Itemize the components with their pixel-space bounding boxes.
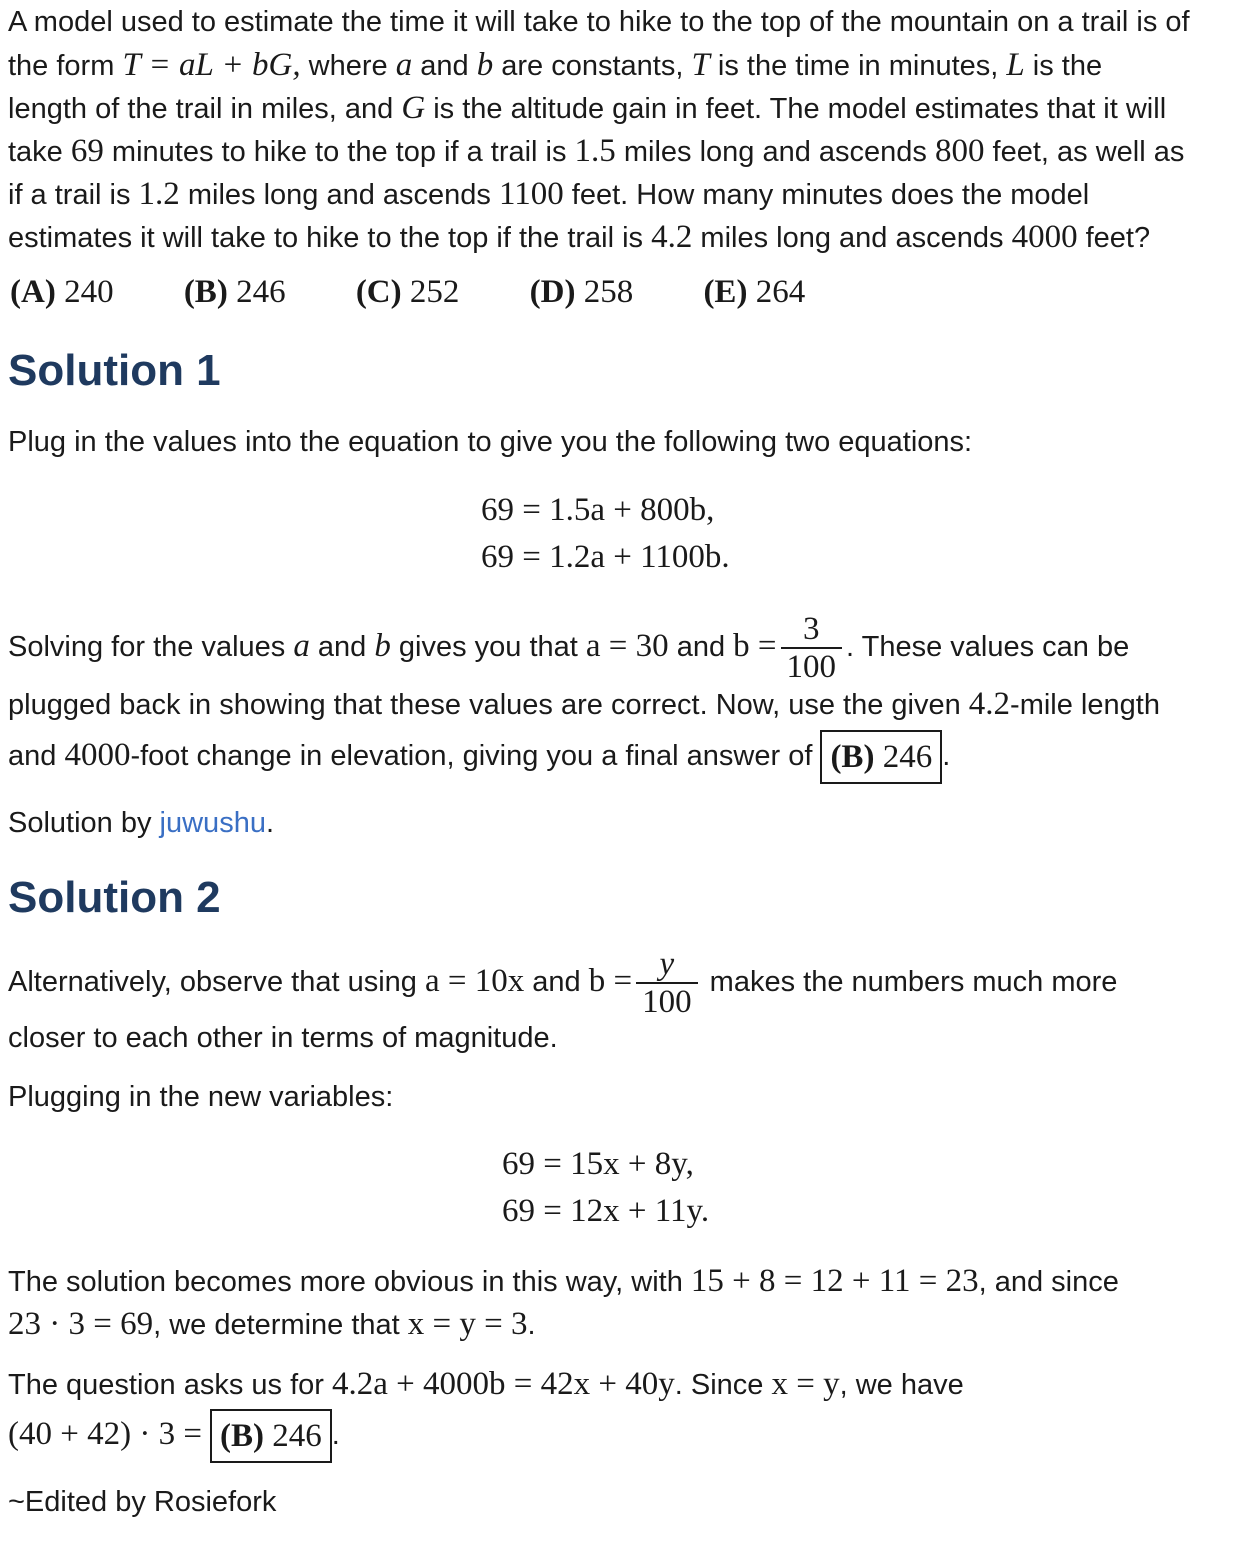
choice-b: (B) 246: [183, 274, 286, 310]
solution-2-heading: Solution 2: [8, 873, 221, 922]
solution-1-para-line-2: plugged back in showing that these values are correct. Now, use the given 4.2-mile length: [8, 686, 1160, 722]
solution-2-equation-2: 69 = 12x + 11y.: [502, 1193, 710, 1229]
solution-2-para-4: The question asks us for 4.2a + 4000b = 42x + 40y. Since x = y, we have: [8, 1366, 964, 1402]
problem-line-2: the form T = aL + bG, where a and b are constants, T is the time in minutes, L is the: [8, 47, 1103, 83]
problem-line-6: estimates it will take to hike to the top if the trail is 4.2 miles long and ascends 4000 feet?: [8, 219, 1151, 255]
solution-2-para-3: The solution becomes more obvious in this way, with 15 + 8 = 12 + 11 = 23, and since: [8, 1263, 1119, 1299]
solution-1-credit: Solution by juwushu.: [8, 807, 275, 839]
problem-line-5: if a trail is 1.2 miles long and ascends 1100 feet. How many minutes does the model: [8, 176, 1090, 212]
solution-2-para-1: Alternatively, observe that using a = 10x and b = $\frac{y}{100}$ makes the numbers much more: [8, 946, 1118, 1021]
answer-choices: [10, 274, 867, 311]
solution-1-equation-2: 69 = 1.2a + 1100b.: [481, 539, 730, 575]
fraction-y-over-100: $\frac{y}{100}$: [636, 946, 698, 1020]
solution-2-para-1-line-2: closer to each other in terms of magnitude.: [8, 1022, 558, 1054]
author-link-juwushu[interactable]: juwushu: [159, 807, 266, 839]
fraction-3-over-100: $\frac{3}{100}$: [781, 611, 843, 685]
solution-2-boxed-answer: (B) 246: [210, 1409, 332, 1463]
solution-1-boxed-answer: (B) 246: [820, 730, 942, 784]
choice-d: (D) 258: [529, 274, 634, 310]
solution-2-equation-1: 69 = 15x + 8y,: [502, 1146, 694, 1182]
solution-2-para-4-line-2: (40 + 42) · 3 = (B) 246 .: [8, 1406, 340, 1463]
solution-1-para-values: Solving for the values a and b gives you that a = 30 and b = $\frac{3}{100}$ . These values can be: [8, 611, 1130, 686]
solution-1-para-line-3: and 4000-foot change in elevation, giving you a final answer of (B) 246 .: [8, 727, 950, 784]
choice-c: (C) 252: [355, 274, 460, 310]
solution-1-intro: Plug in the values into the equation to give you the following two equations:: [8, 426, 973, 458]
choice-a: (A) 240: [10, 274, 114, 310]
solution-2-para-3-line-2: 23 · 3 = 69, we determine that x = y = 3.: [8, 1306, 536, 1342]
choice-e: (E) 264: [703, 274, 806, 310]
problem-line-1: A model used to estimate the time it will take to hike to the top of the mountain on a trail is of: [8, 6, 1190, 38]
solution-2-para-2: Plugging in the new variables:: [8, 1081, 394, 1113]
problem-line-4: take 69 minutes to hike to the top if a trail is 1.5 miles long and ascends 800 feet, as well as: [8, 133, 1185, 169]
solution-1-equation-1: 69 = 1.5a + 800b,: [481, 492, 715, 528]
problem-line-3: length of the trail in miles, and G is the altitude gain in feet. The model estimates that it will: [8, 90, 1167, 126]
solution-1-heading: Solution 1: [8, 346, 221, 395]
solution-2-credit: ~Edited by Rosiefork: [8, 1486, 277, 1518]
